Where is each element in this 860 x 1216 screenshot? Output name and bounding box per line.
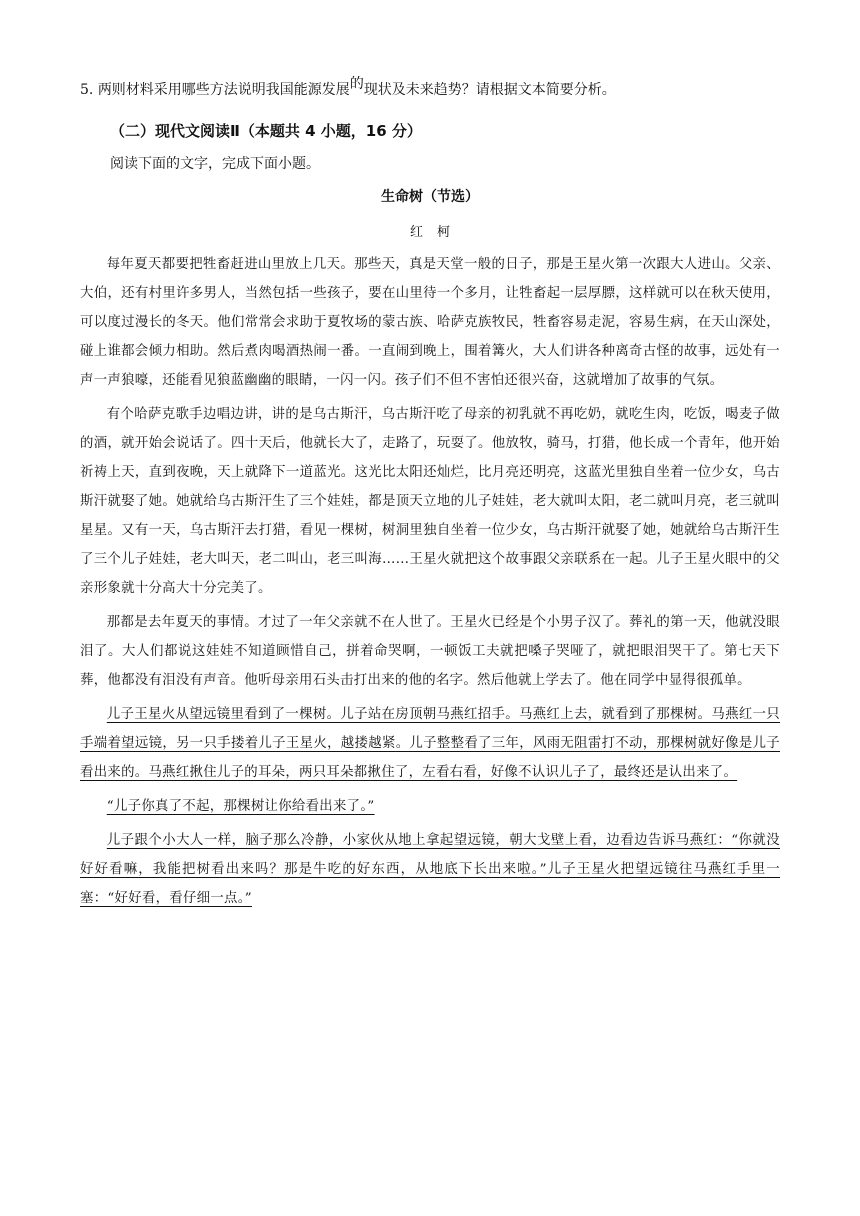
paragraph-4-underlined: 儿子王星火从望远镜里看到了一棵树。儿子站在房顶朝马燕红招手。马燕红上去，就看到了那棵树。马燕红一只手端着望远镜，另一只手搂着儿子王星火，越搂越紧。儿子整整看了三年，风雨无阻雷打不动，那棵树就好像是儿子看出来的。马燕红揪住儿子的耳朵，两只耳朵都揪住了，左看右看，好像不认识儿子了，最终还是认出来了。 xyxy=(80,707,780,780)
paragraph-1: 每年夏天都要把牲畜赶进山里放上几天。那些天，真是天堂一般的日子，那是王星火第一次跟大人进山。父亲、大伯，还有村里许多男人，当然包括一些孩子，要在山里待一个多月，让牲畜起一层厚膘，这样就可以在秋天使用，可以度过漫长的冬天。他们常常会求助于夏牧场的蒙古族、哈萨克族牧民，牲畜容易走泥，容易生病，在天山深处，碰上谁都会倾力相助。然后煮肉喝酒热闹一番。一直闹到晚上，围着篝火，大人们讲各种离奇古怪的故事，远处有一声一声狼嚎，还能看见狼蓝幽幽的眼睛，一闪一闪。孩子们不但不害怕还很兴奋，这就增加了故事的气氛。 xyxy=(80,257,780,388)
article-author: 红柯 xyxy=(409,225,464,240)
paragraph-6-underlined: 儿子跟个小大人一样，脑子那么冷静，小家伙从地上拿起望远镜，朝大戈壁上看，边看边告诉马燕红：“你就没好好看嘛，我能把树看出来吗？那是牛吃的好东西，从地底下长出来啦。”儿子王星火把望远镜往马燕红手里一塞：“好好看，看仔细一点。” xyxy=(80,833,780,906)
question-5 xyxy=(80,76,616,100)
question-number: 5. xyxy=(80,82,94,98)
paragraph-5-underlined: “儿子你真了不起，那棵树让你给看出来了。” xyxy=(106,799,375,814)
paragraph-3: 那都是去年夏天的事情。才过了一年父亲就不在人世了。王星火已经是个小男子汉了。葬礼的第一天，他就没眼泪了。大人们都说这娃娃不知道顾惜自己，拼着命哭啊，一顿饭工夫就把嗓子哭哑了，就把眼泪哭干了。第七天下葬，他都没有泪没有声音。他听母亲用石头击打出来的他的名字。然后他就上学去了。他在同学中显得很孤单。 xyxy=(80,615,780,688)
reading-instruction: 阅读下面的文字，完成下面小题。 xyxy=(110,156,320,172)
article-title: 生命树（节选） xyxy=(381,189,479,205)
question-text: 两则材料采用哪些方法说明我国能源发展 xyxy=(97,82,350,98)
section-heading: （二）现代文阅读Ⅱ（本题共 4 小题，16 分） xyxy=(110,122,422,140)
paragraph-2: 有个哈萨克歌手边唱边讲，讲的是乌古斯汗，乌古斯汗吃了母亲的初乳就不再吃奶，就吃生肉，吃饭，喝麦子做的酒，就开始会说话了。四十天后，他就长大了，走路了，玩耍了。他放牧，骑马，打猎，他长成一个青年，他开始祈祷上天，直到夜晚，天上就降下一道蓝光。这光比太阳还灿烂，比月亮还明亮，这蓝光里独自坐着一位少女，乌古斯汗就娶了她。她就给乌古斯汗生了三个娃娃，都是顶天立地的儿子娃娃，老大就叫太阳，老二就叫月亮，老三就叫星星。又有一天，乌古斯汗去打猎，看见一棵树，树洞里独自坐着一位少女，乌古斯汗就娶了她，她就给乌古斯汗生了三个儿子娃娃，老大叫天，老二叫山，老三叫海……王星火就把这个故事跟父亲联系在一起。儿子王星火眼中的父亲形象就十分高大十分完美了。 xyxy=(80,407,780,596)
article-body xyxy=(80,250,780,918)
question-raised-char: 的 xyxy=(349,76,364,92)
question-text-end: 现状及未来趋势？请根据文本简要分析。 xyxy=(363,82,616,98)
